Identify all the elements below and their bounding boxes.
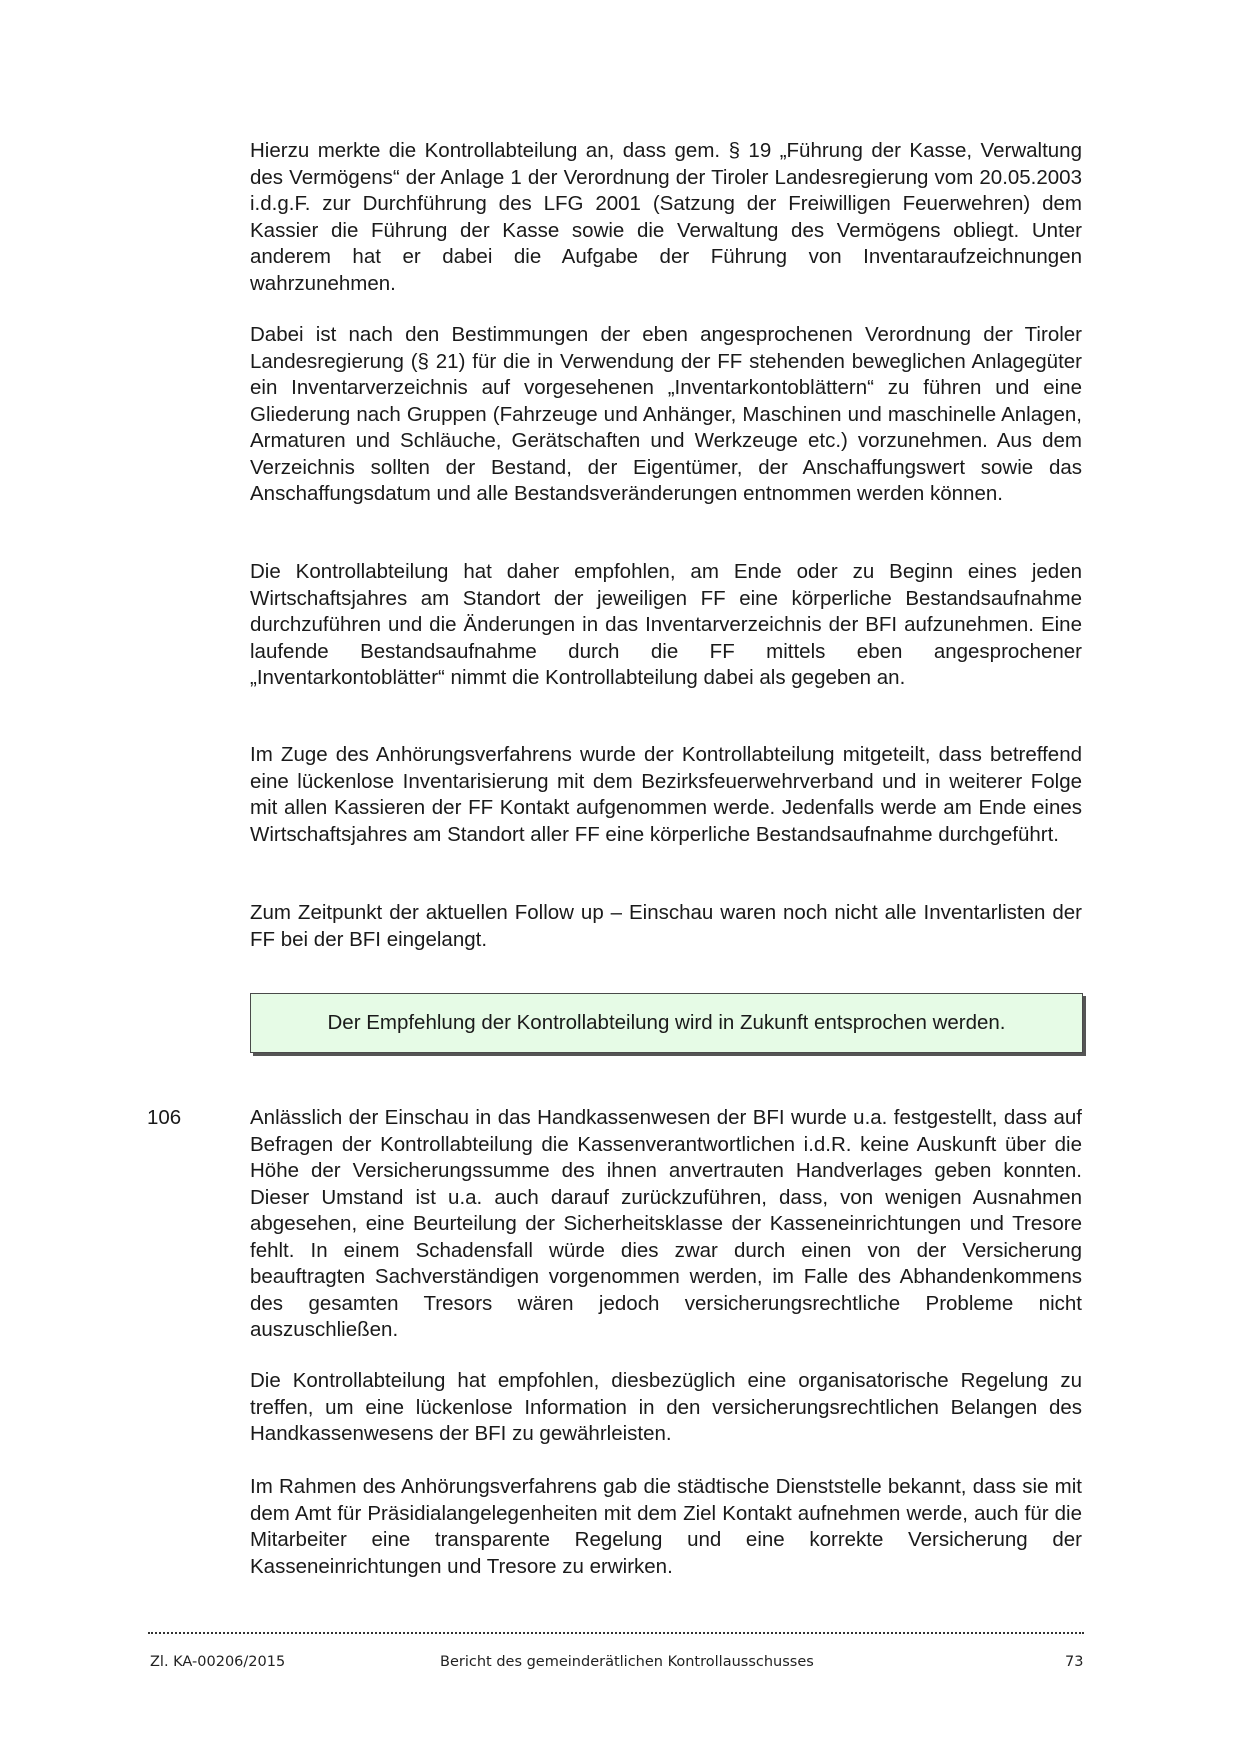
paragraph-department-response: Im Rahmen des Anhörungsverfahrens gab die städtische Dienststelle bekannt, dass sie mit dem Amt für Präsidialangelegenheiten mit dem Ziel Kontakt aufnehmen werde, auch für die Mitarbeiter eine transparente Regelung und eine korrekte Versicherung der Kasseneinrichtungen und Tresore zu erwirken. (250, 1475, 1082, 1578)
paragraph-recommendation-insurance: Die Kontrollabteilung hat empfohlen, diesbezüglich eine organisatorische Regelung zu treffen, um eine lückenlose Information in den versicherungsrechtlichen Belangen des Handkassenwesens der BFI zu gewährleisten. (250, 1369, 1082, 1445)
footer-page-number: 73 (1065, 1654, 1084, 1670)
footer-title: Bericht des gemeinderätlichen Kontrollausschusses (440, 1654, 814, 1670)
footer-divider (148, 1632, 1084, 1634)
section-number: 106 (147, 1106, 182, 1129)
paragraph-handkassen-findings: Anlässlich der Einschau in das Handkassenwesen der BFI wurde u.a. festgestellt, dass auf Befragen der Kontrollabteilung die Kassenverantwortlichen i.d.R. keine Auskunft über die Höhe der Versicherungssumme des ihnen anvertrauten Handverlages geben konnten. Dieser Umstand ist u.a. auch darauf zurückzuführen, dass, von wenigen Ausnahmen abgesehen, eine Beurteilung der Sicherheitsklasse der Kasseneinrichtungen und Tresore fehlt. In einem Schadensfall würde dies zwar durch einen von der Versicherung beauftragten Sachverständigen vorgenommen werden, im Falle des Abhandenkommens des gesamten Tresors wären jedoch versicherungsrechtliche Probleme nicht auszuschließen. (250, 1106, 1082, 1341)
statement-text: Der Empfehlung der Kontrollabteilung wird in Zukunft entsprochen werden. (327, 1011, 1006, 1034)
statement-box (250, 993, 1083, 1053)
footer-reference: Zl. KA-00206/2015 (150, 1654, 286, 1670)
paragraph-inventory-rules: Dabei ist nach den Bestimmungen der eben angesprochenen Verordnung der Tiroler Landesregierung (§ 21) für die in Verwendung der FF stehenden beweglichen Anlagegüter ein Inventarverzeichnis auf vorgesehenen „Inventarkontoblättern“ zu führen und eine Gliederung nach Gruppen (Fahrzeuge und Anhänger, Maschinen und maschinelle Anlagen, Armaturen und Schläuche, Gerätschaften und Werkzeuge etc.) vorzunehmen. Aus dem Verzeichnis sollten der Bestand, der Eigentümer, der Anschaffungswert sowie das Anschaffungsdatum und alle Bestandsveränderungen entnommen werden können. (250, 323, 1082, 505)
paragraph-hearing-response: Im Zuge des Anhörungsverfahrens wurde der Kontrollabteilung mitgeteilt, dass betreffend eine lückenlose Inventarisierung mit dem Bezirksfeuerwehrverband und in weiterer Folge mit allen Kassieren der FF Kontakt aufgenommen werde. Jedenfalls werde am Ende eines Wirtschaftsjahres am Standort aller FF eine körperliche Bestandsaufnahme durchgeführt. (250, 743, 1082, 846)
paragraph-follow-up-status: Zum Zeitpunkt der aktuellen Follow up – Einschau waren noch nicht alle Inventarlisten der FF bei der BFI eingelangt. (250, 901, 1082, 951)
paragraph-recommendation-stocktaking: Die Kontrollabteilung hat daher empfohlen, am Ende oder zu Beginn eines jeden Wirtschaftsjahres am Standort der jeweiligen FF eine körperliche Bestandsaufnahme durchzuführen und die Änderungen in das Inventarverzeichnis der BFI aufzunehmen. Eine laufende Bestandsaufnahme durch die FF mittels eben angesprochener „Inventarkontoblätter“ nimmt die Kontrollabteilung dabei als gegeben an. (250, 560, 1082, 689)
paragraph-kassier-duties: Hierzu merkte die Kontrollabteilung an, dass gem. § 19 „Führung der Kasse, Verwaltung des Vermögens“ der Anlage 1 der Verordnung der Tiroler Landesregierung vom 20.05.2003 i.d.g.F. zur Durchführung des LFG 2001 (Satzung der Freiwilligen Feuerwehren) dem Kassier die Führung der Kasse sowie die Verwaltung des Vermögens obliegt. Unter anderem hat er dabei die Aufgabe der Führung von Inventaraufzeichnungen wahrzunehmen. (250, 139, 1082, 295)
